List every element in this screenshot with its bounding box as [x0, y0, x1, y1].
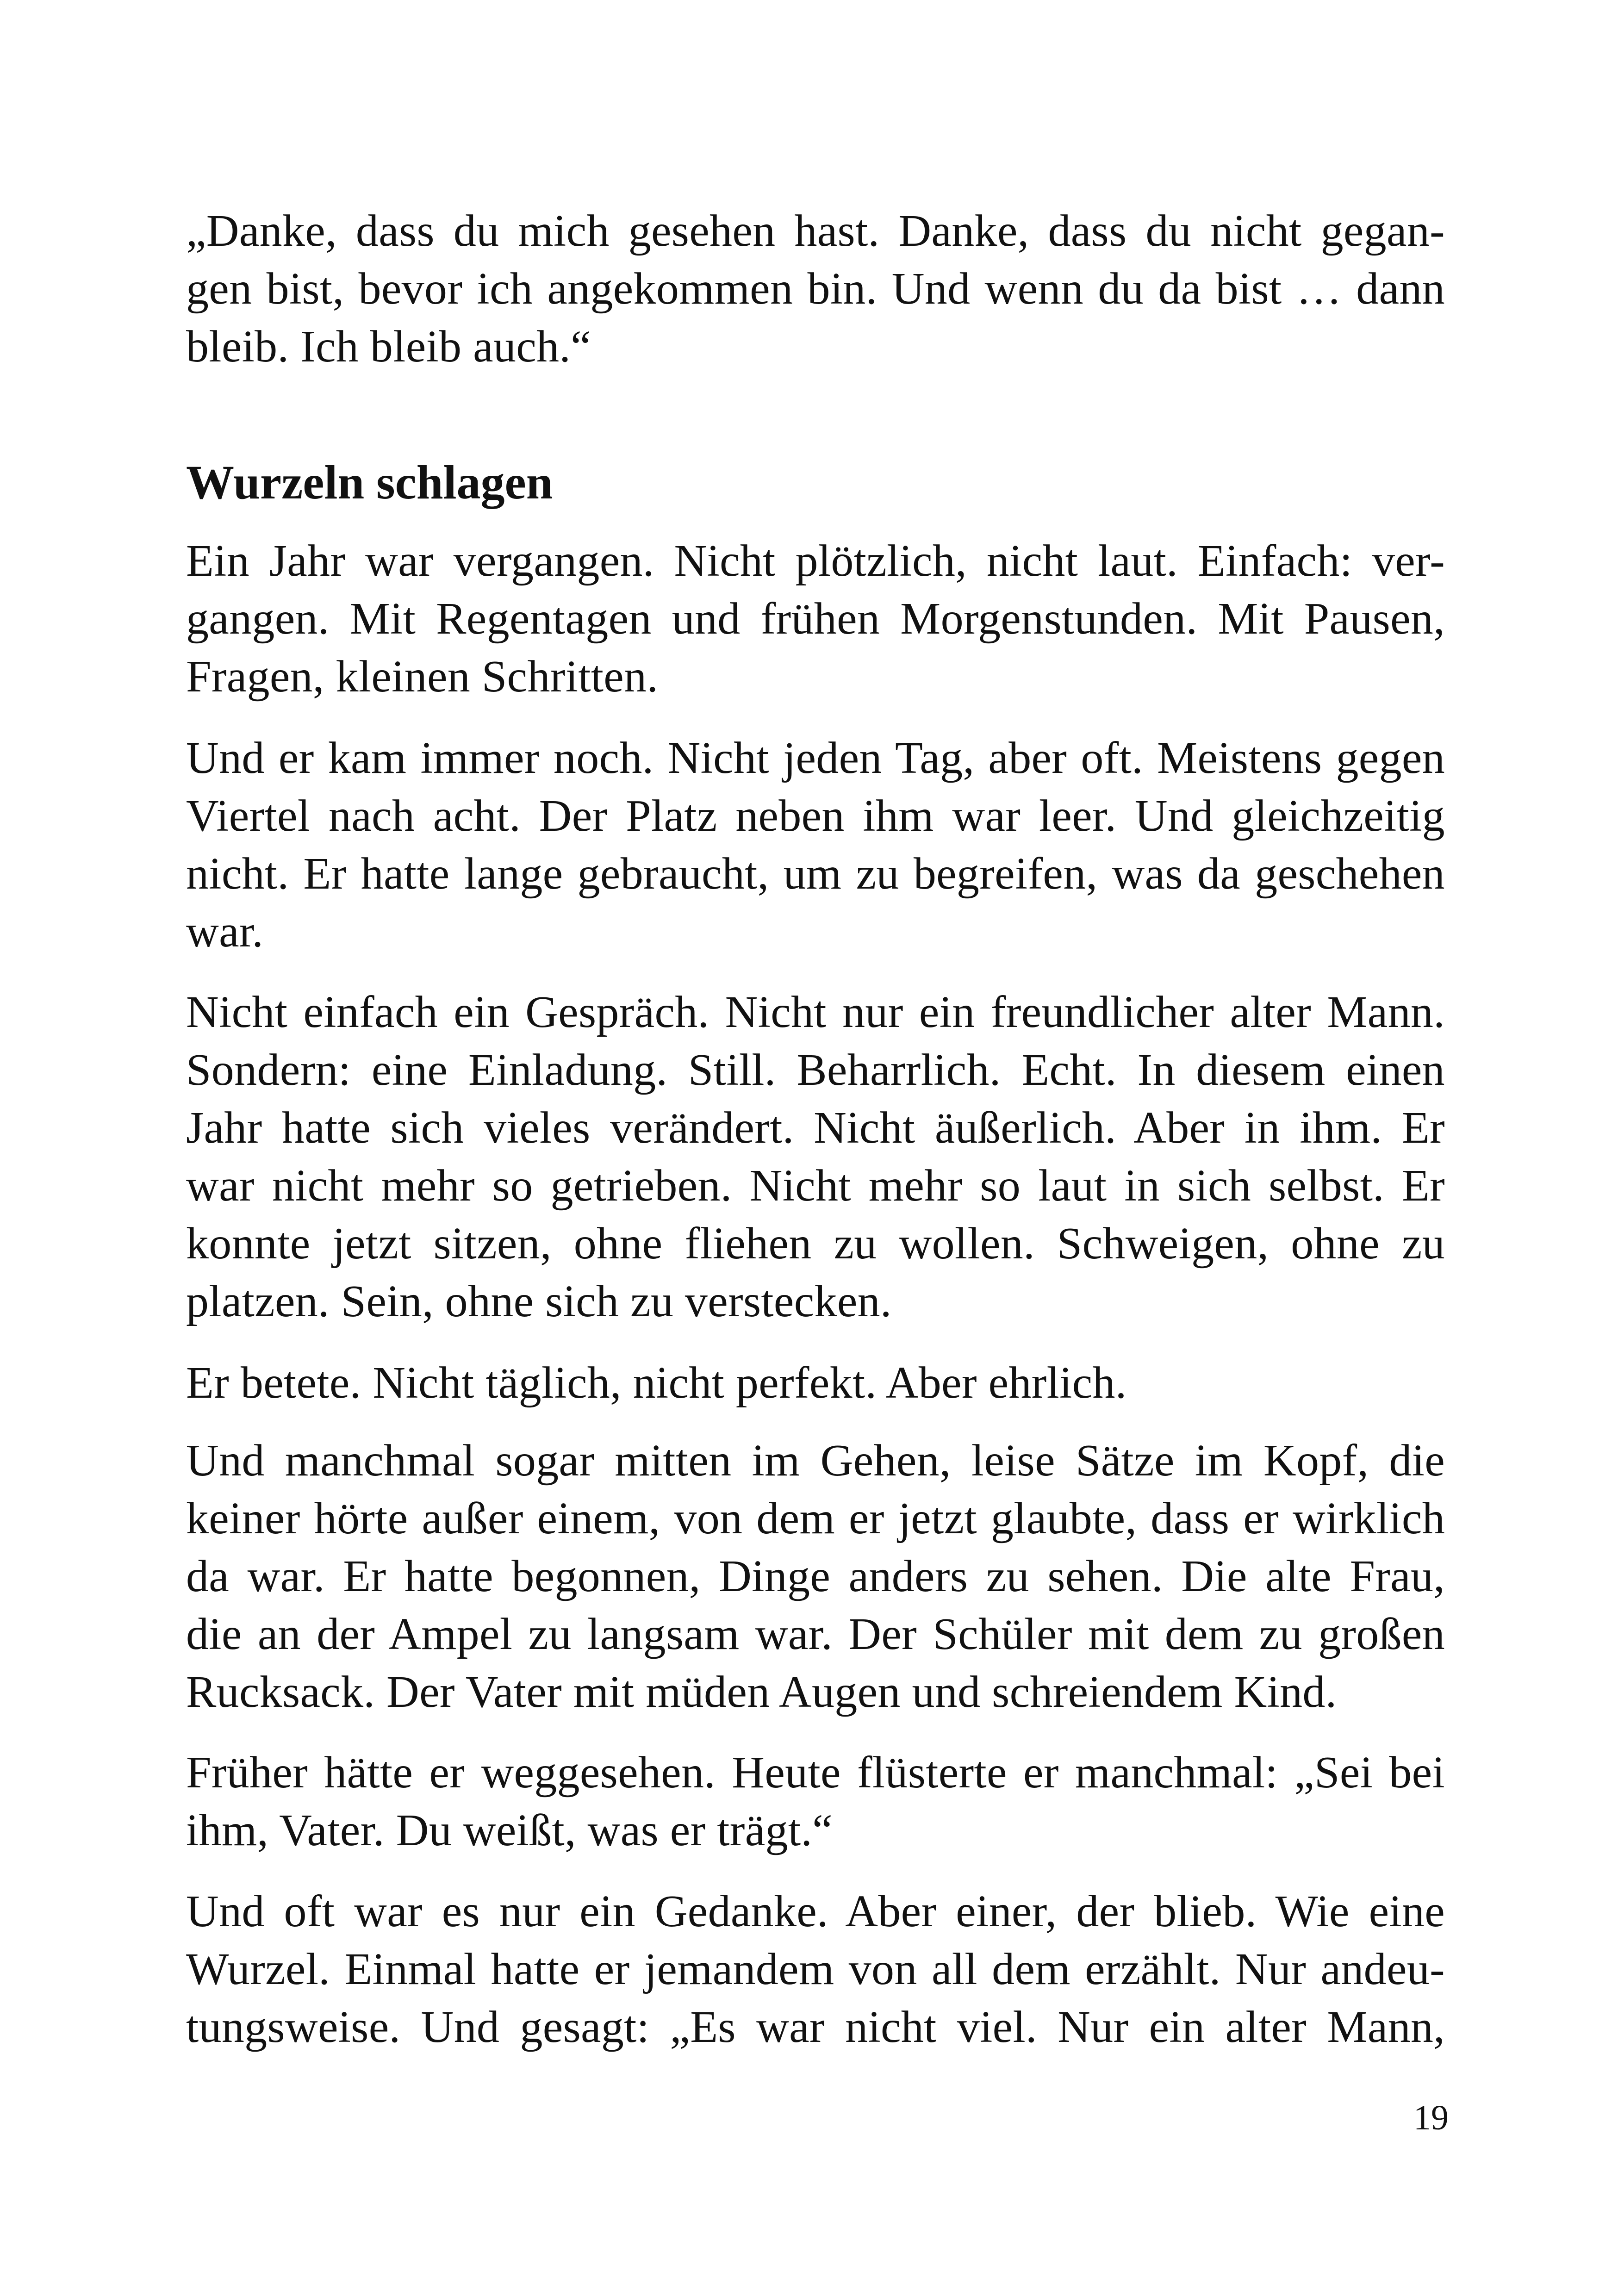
text-line: Jahr hatte sich vieles verändert. Nicht äußerlich. Aber in ihm. Er	[186, 1103, 1445, 1153]
paragraph	[186, 532, 1445, 706]
text-line: Ein Jahr war vergangen. Nicht plötzlich, nicht laut. Einfach: ver-	[186, 536, 1445, 586]
text-line: Viertel nach acht. Der Platz neben ihm war leer. Und gleichzeitig	[186, 791, 1445, 841]
text-line: Und er kam immer noch. Nicht jeden Tag, aber oft. Meistens gegen	[186, 733, 1445, 783]
text-line: Nicht einfach ein Gespräch. Nicht nur ein freundlicher alter Mann.	[186, 987, 1445, 1037]
text-line: da war. Er hatte begonnen, Dinge anders zu sehen. Die alte Frau,	[186, 1551, 1445, 1601]
page-number: 19	[1413, 2098, 1449, 2137]
text-line: Rucksack. Der Vater mit müden Augen und schreiendem Kind.	[186, 1667, 1337, 1717]
text-line: war nicht mehr so getrieben. Nicht mehr so laut in sich selbst. Er	[186, 1161, 1445, 1211]
intro-paragraph	[186, 202, 1445, 376]
text-line: Fragen, kleinen Schritten.	[186, 652, 659, 702]
text-line: Sondern: eine Einladung. Still. Beharrlich. Echt. In diesem einen	[186, 1045, 1445, 1095]
text-line: war.	[186, 907, 264, 957]
text-line: gangen. Mit Regentagen und frühen Morgenstunden. Mit Pausen,	[186, 594, 1445, 644]
paragraph	[186, 729, 1445, 961]
text-line: Wurzel. Einmal hatte er jemandem von all dem erzählt. Nur andeu-	[186, 1944, 1445, 1994]
text-line: Und oft war es nur ein Gedanke. Aber einer, der blieb. Wie eine	[186, 1886, 1445, 1936]
paragraph	[186, 1744, 1445, 1860]
section-heading: Wurzeln schlagen	[186, 456, 553, 509]
paragraph	[186, 1883, 1445, 2056]
text-line: konnte jetzt sitzen, ohne fliehen zu wollen. Schweigen, ohne zu	[186, 1219, 1445, 1269]
text-line: ihm, Vater. Du weißt, was er trägt.“	[186, 1805, 833, 1855]
paragraph	[186, 1354, 1445, 1412]
text-line: „Danke, dass du mich gesehen hast. Danke, dass du nicht gegan-	[186, 206, 1445, 256]
text-line: Er betete. Nicht täglich, nicht perfekt. Aber ehrlich.	[186, 1358, 1127, 1408]
text-line: die an der Ampel zu langsam war. Der Schüler mit dem zu großen	[186, 1609, 1445, 1659]
text-line: Und manchmal sogar mitten im Gehen, leise Sätze im Kopf, die	[186, 1436, 1445, 1486]
text-line: keiner hörte außer einem, von dem er jetzt glaubte, dass er wirklich	[186, 1493, 1445, 1543]
text-line: Früher hätte er weggesehen. Heute flüsterte er manchmal: „Sei bei	[186, 1748, 1445, 1798]
text-line: nicht. Er hatte lange gebraucht, um zu begreifen, was da geschehen	[186, 849, 1445, 899]
text-line: bleib. Ich bleib auch.“	[186, 322, 591, 372]
text-line: tungsweise. Und gesagt: „Es war nicht viel. Nur ein alter Mann,	[186, 2002, 1445, 2052]
paragraph	[186, 1432, 1445, 1721]
text-line: platzen. Sein, ohne sich zu verstecken.	[186, 1276, 892, 1326]
paragraph	[186, 983, 1445, 1331]
text-line: gen bist, bevor ich angekommen bin. Und wenn du da bist … dann	[186, 264, 1445, 314]
